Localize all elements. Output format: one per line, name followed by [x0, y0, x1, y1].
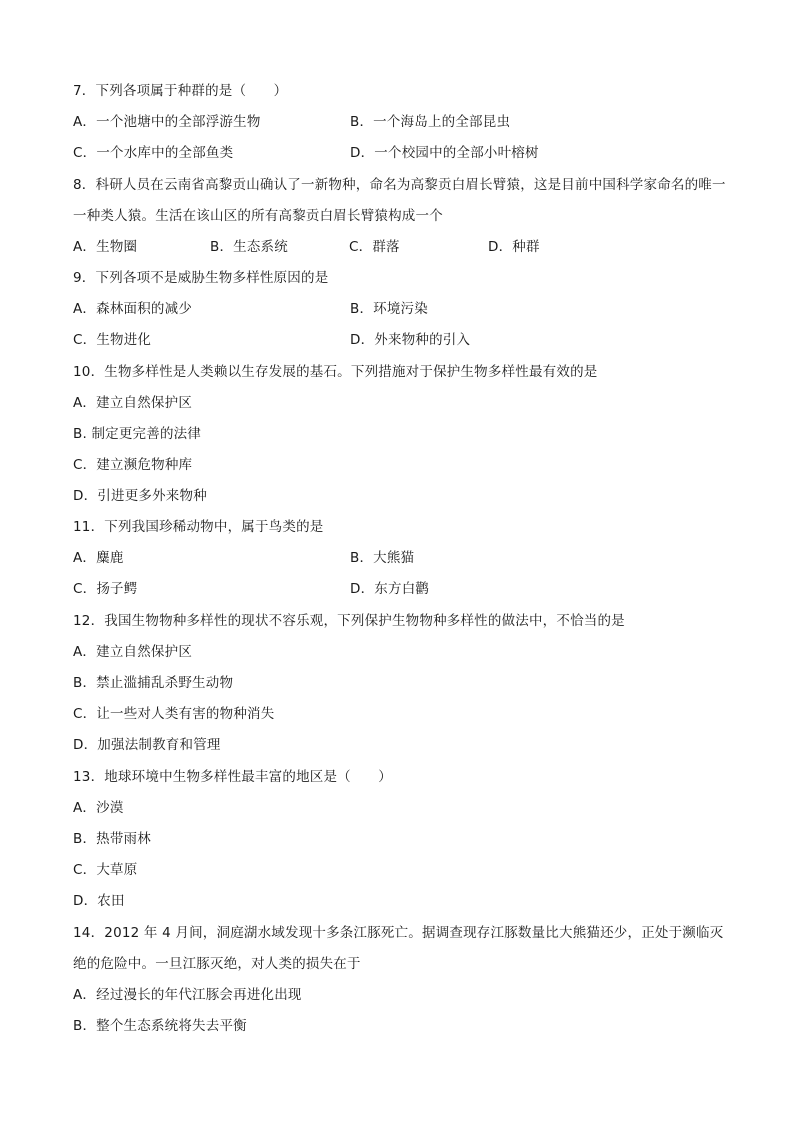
option-c: C．群落 [349, 239, 400, 255]
option-d: D．加强法制教育和管理 [73, 737, 221, 753]
option-c: C．大草原 [73, 862, 138, 878]
question-10 [73, 357, 733, 512]
question-7 [73, 76, 733, 169]
option-a: A．森林面积的减少 [73, 301, 193, 317]
question-stem: 12．我国生物物种多样性的现状不容乐观，下列保护生物物种多样性的做法中，不恰当的是 [73, 613, 625, 629]
question-stem: 10．生物多样性是人类赖以生存发展的基石。下列措施对于保护生物多样性最有效的是 [73, 364, 598, 380]
option-b: B．大熊猫 [350, 550, 415, 566]
option-c: C．一个水库中的全部鱼类 [73, 145, 234, 161]
option-c: C．扬子鳄 [73, 581, 138, 597]
option-c: C．建立濒危物种库 [73, 457, 193, 473]
question-stem: 7．下列各项属于种群的是（ ） [73, 83, 288, 99]
option-d: D．引进更多外来物种 [73, 488, 207, 504]
option-a: A．麋鹿 [73, 550, 124, 566]
question-11 [73, 512, 733, 605]
option-b: B. 制定更完善的法律 [73, 426, 202, 442]
options-row [73, 325, 733, 356]
options-row [73, 543, 733, 574]
option-a: A．建立自然保护区 [73, 395, 193, 411]
option-b: B．环境污染 [350, 301, 428, 317]
option-b: B．一个海岛上的全部昆虫 [350, 114, 511, 130]
option-c: C．生物进化 [73, 332, 152, 348]
option-a: A．经过漫长的年代江豚会再进化出现 [73, 987, 302, 1003]
question-stem: 8．科研人员在云南省高黎贡山确认了一新物种，命名为高黎贡白眉长臂猿，这是目前中国科学家命名的唯一一种类人猿。生活在该山区的所有高黎贡白眉长臂猿构成一个 [73, 177, 726, 224]
options-row [73, 107, 733, 138]
option-d: D．农田 [73, 893, 125, 909]
option-b: B．生态系统 [210, 239, 288, 255]
option-a: A．建立自然保护区 [73, 644, 193, 660]
option-d: D．一个校园中的全部小叶榕树 [350, 145, 539, 161]
option-b: B．整个生态系统将失去平衡 [73, 1018, 247, 1034]
question-stem: 11．下列我国珍稀动物中，属于鸟类的是 [73, 519, 324, 535]
option-b: B．禁止滥捕乱杀野生动物 [73, 675, 234, 691]
question-12 [73, 606, 733, 761]
options-row [73, 294, 733, 325]
question-stem: 13．地球环境中生物多样性最丰富的地区是（ ） [73, 769, 392, 785]
question-13 [73, 762, 733, 917]
options-row [73, 574, 733, 605]
option-d: D．东方白鹳 [350, 581, 430, 597]
options-row [73, 232, 733, 263]
option-a: A．一个池塘中的全部浮游生物 [73, 114, 261, 130]
option-d: D．种群 [488, 239, 540, 255]
option-d: D．外来物种的引入 [350, 332, 471, 348]
option-c: C．让一些对人类有害的物种消失 [73, 706, 275, 722]
option-a: A．沙漠 [73, 800, 124, 816]
options-row [73, 138, 733, 169]
question-stem: 9．下列各项不是威胁生物多样性原因的是 [73, 270, 329, 286]
question-14 [73, 918, 733, 1042]
question-8 [73, 170, 733, 263]
option-b: B．热带雨林 [73, 831, 151, 847]
question-9 [73, 263, 733, 356]
option-a: A．生物圈 [73, 239, 138, 255]
question-stem: 14．2012 年 4 月间，洞庭湖水域发现十多条江豚死亡。据调查现存江豚数量比大熊猫还少，正处于濒临灭绝的危险中。一旦江豚灭绝，对人类的损失在于 [73, 925, 724, 972]
